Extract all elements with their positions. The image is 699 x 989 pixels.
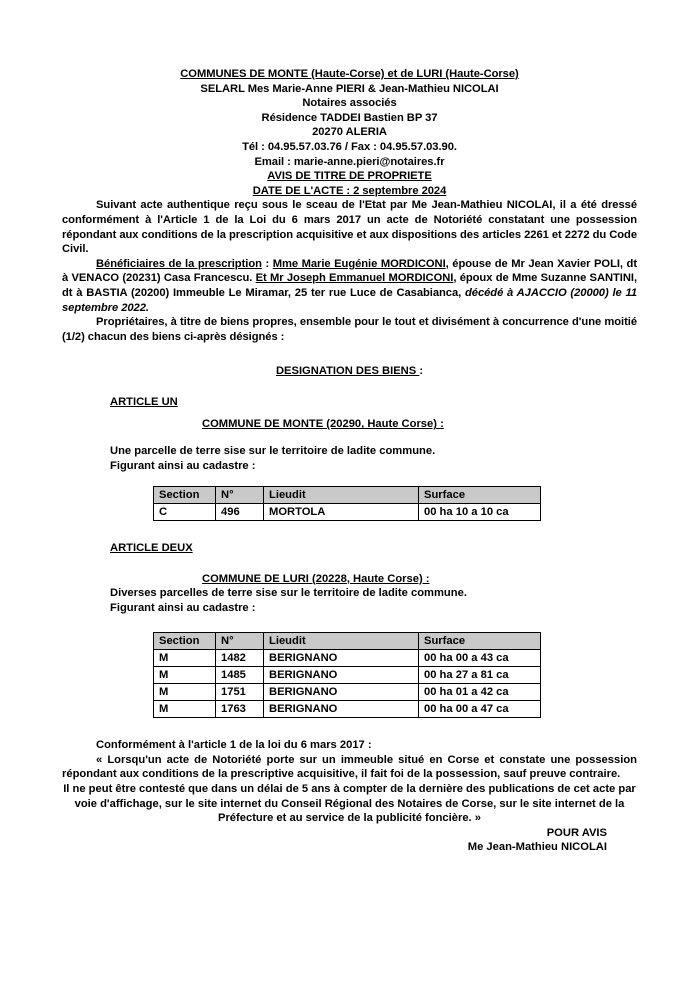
letterhead: [62, 67, 637, 198]
column-header-number: N°: [216, 487, 264, 504]
article-two-description-line-1: Diverses parcelles de terre sise sur le territoire de ladite commune.: [110, 587, 467, 600]
article-two-commune-text: COMMUNE DE LURI (20228, Haute Corse) :: [202, 572, 430, 585]
cadastre-table-article-one: [153, 486, 541, 521]
document-type-title: [62, 169, 637, 184]
closing-quote-second: Il ne peut être contesté que dans un délai de 5 ans à compter de la dernière des publications de cet acte par voie d'affichage, sur le site internet du Conseil Régional des Notaires de Corse, sur le site internet de la Préfecture et au service de la publicité foncière. »: [63, 783, 636, 825]
act-date-text: DATE DE L'ACTE : 2 septembre 2024: [252, 184, 447, 197]
table-row: [154, 650, 541, 667]
article-two-commune: [62, 572, 637, 587]
column-header-surface: Surface: [419, 487, 541, 504]
article-two-heading-text: ARTICLE DEUX: [110, 542, 193, 555]
act-date: [62, 184, 637, 199]
cadastre-table-article-two: [153, 632, 541, 718]
beneficiary-one-name: Mme Marie Eugénie MORDICONI: [272, 257, 446, 270]
article-one-description-line-2: Figurant ainsi au cadastre :: [110, 460, 256, 473]
cell-section: C: [154, 504, 216, 521]
cell-section: M: [154, 684, 216, 701]
cell-number: 1763: [216, 701, 264, 718]
cell-section: M: [154, 650, 216, 667]
beneficiaries-paragraph: [62, 257, 637, 315]
column-header-lieudit: Lieudit: [264, 633, 419, 650]
signature-line-two: Me Jean-Mathieu NICOLAI: [467, 841, 607, 854]
letterhead-line-phone: Tél : 04.95.57.03.76 / Fax : 04.95.57.03.90.: [242, 140, 457, 153]
letterhead-line-address: Résidence TADDEI Bastien BP 37: [261, 111, 438, 124]
table-row: [154, 684, 541, 701]
owners-paragraph: Propriétaires, à titre de biens propres, ensemble pour le tout et divisément à concurrence d'une moitié (1/2) chacun des biens ci-après désignés :: [62, 316, 637, 343]
beneficiary-two-details: , époux de Mme Suzanne SANTINI, dt à BASTIA (20200) Immeuble Le Miramar, 25 ter rue Luce de Casabianca,: [62, 272, 638, 299]
article-two-heading: [62, 541, 637, 556]
cell-surface: 00 ha 10 a 10 ca: [419, 504, 541, 521]
letterhead-line-firm: SELARL Mes Marie-Anne PIERI & Jean-Mathieu NICOLAI: [200, 82, 499, 95]
table-row: [154, 504, 541, 521]
cell-surface: 00 ha 27 a 81 ca: [419, 667, 541, 684]
beneficiaries-separator: :: [261, 257, 273, 270]
table-header-row: [154, 633, 541, 650]
table-header-row: [154, 487, 541, 504]
beneficiary-one-details: , épouse de Mr Jean Xavier POLI, dt à VENACO (20231) Casa Francescu.: [62, 257, 637, 285]
cell-section: M: [154, 701, 216, 718]
cell-section: M: [154, 667, 216, 684]
closing-lead: Conformément à l'article 1 de la loi du 6 mars 2017 :: [96, 739, 372, 752]
article-one-description: [62, 444, 637, 474]
signature-line-one: POUR AVIS: [546, 826, 607, 839]
cell-lieudit: BERIGNANO: [264, 650, 419, 667]
letterhead-line-role: Notaires associés: [302, 97, 397, 110]
table-row: [154, 667, 541, 684]
column-header-section: Section: [154, 633, 216, 650]
cell-lieudit: BERIGNANO: [264, 684, 419, 701]
document-type-title-text: AVIS DE TITRE DE PROPRIETE: [267, 170, 432, 183]
cell-number: 1482: [216, 650, 264, 667]
article-one-commune: [62, 417, 637, 432]
cell-number: 1751: [216, 684, 264, 701]
cell-surface: 00 ha 00 a 47 ca: [419, 701, 541, 718]
beneficiary-two-death-note: décédé à AJACCIO (20000) le 11 septembre 2022.: [62, 286, 637, 314]
column-header-lieudit: Lieudit: [264, 487, 419, 504]
letterhead-line-city: 20270 ALERIA: [312, 126, 387, 139]
article-two-description: [62, 586, 637, 616]
closing-quote-first: « Lorsqu'un acte de Notoriété porte sur un immeuble situé en Corse et constate une possession répondant aux conditions de la prescriptive acquisitive, il fait foi de la possession, sauf preuve contraire.: [62, 753, 637, 781]
letterhead-communes-text: COMMUNES DE MONTE (Haute-Corse) et de LURI (Haute-Corse): [180, 68, 519, 80]
designation-section-title: [62, 364, 637, 379]
column-header-number: N°: [216, 633, 264, 650]
cell-lieudit: BERIGNANO: [264, 667, 419, 684]
beneficiary-two-name: Et Mr Joseph Emmanuel MORDICONI: [255, 272, 454, 285]
article-two-description-line-2: Figurant ainsi au cadastre :: [110, 602, 256, 615]
intro-paragraph: Suivant acte authentique reçu sous le sceau de l'Etat par Me Jean-Mathieu NICOLAI, il a été dressé conformément à l'Article 1 de la Loi du 6 mars 2017 un acte de Notoriété constatant une possession répondant aux conditions de la prescription acquisitive et aux dispositions des articles 2261 et 2272 du Code Civil.: [62, 199, 637, 256]
letterhead-line-communes: [62, 67, 637, 82]
cell-lieudit: BERIGNANO: [264, 701, 419, 718]
column-header-surface: Surface: [419, 633, 541, 650]
article-one-commune-text: COMMUNE DE MONTE (20290, Haute Corse) :: [202, 418, 444, 431]
cell-number: 496: [216, 504, 264, 521]
table-row: [154, 701, 541, 718]
cell-surface: 00 ha 01 a 42 ca: [419, 684, 541, 701]
cell-lieudit: MORTOLA: [264, 504, 419, 521]
article-one-heading: [62, 395, 637, 410]
designation-section-title-colon: :: [419, 365, 424, 378]
cell-number: 1485: [216, 667, 264, 684]
article-one-heading-text: ARTICLE UN: [110, 395, 178, 408]
designation-section-title-text: DESIGNATION DES BIENS: [275, 365, 420, 378]
closing-section: [62, 738, 637, 855]
letterhead-line-email: Email : marie-anne.pieri@notaires.fr: [254, 155, 445, 168]
beneficiaries-label: Bénéficiaires de la prescription: [96, 257, 262, 270]
cell-surface: 00 ha 00 a 43 ca: [419, 650, 541, 667]
article-one-description-line-1: Une parcelle de terre sise sur le territoire de ladite commune.: [110, 445, 436, 458]
column-header-section: Section: [154, 487, 216, 504]
